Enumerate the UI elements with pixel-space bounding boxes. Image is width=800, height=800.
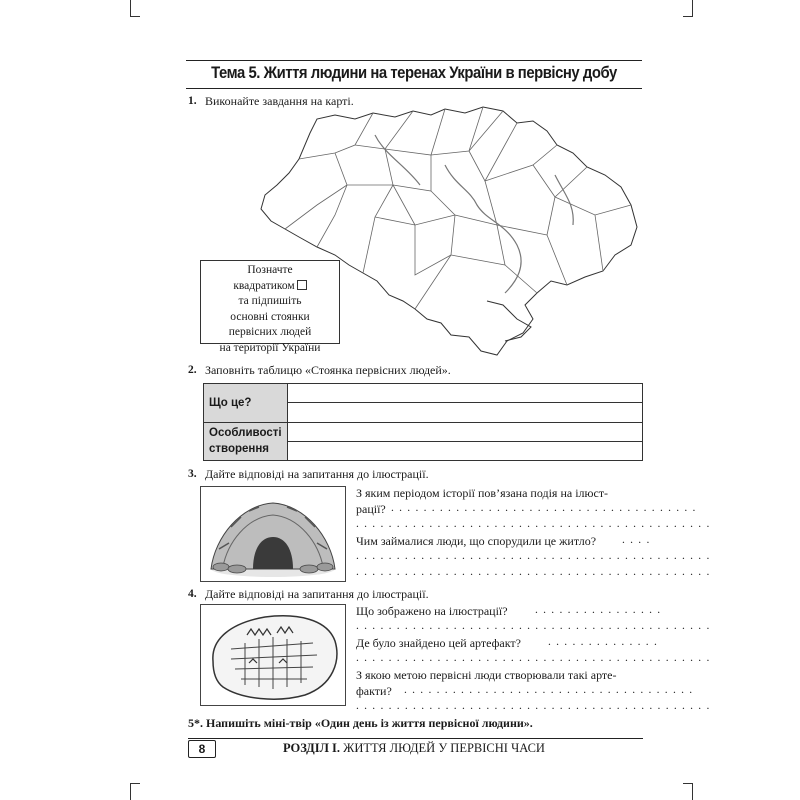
section-footer <box>283 741 545 756</box>
row-label-what: Що це? <box>204 384 288 423</box>
title-bar <box>186 60 642 89</box>
engraved-stone-image <box>201 605 345 705</box>
crop-mark <box>692 784 693 800</box>
page-title: Тема 5. Життя людини на теренах України в первісну добу <box>211 64 617 82</box>
answer-dots[interactable]: . . . . . . . . . . . . . . . . . . . . . . . . . . . . . . . . . . . . . . . . . . . . <box>356 652 711 664</box>
task1-text: Виконайте завдання на карті. <box>205 94 354 108</box>
task4-q2: Де було знайдено цей артефакт? <box>356 636 521 650</box>
answer-cell[interactable] <box>288 422 643 441</box>
answer-dots[interactable]: . . . . . . . . . . . . . . . . . . . . . . . . . . . . . . . . . . . . . . . . . . . . <box>356 550 711 562</box>
page-number: 8 <box>188 740 216 758</box>
answer-cell[interactable] <box>288 403 643 422</box>
crop-mark <box>683 783 693 784</box>
task4-q3-line2: факти? <box>356 684 392 698</box>
section-number: РОЗДІЛ I. <box>283 741 341 755</box>
task3-number: 3. <box>188 468 197 480</box>
crop-mark <box>692 0 693 16</box>
answer-dots[interactable]: . . . . . . . . . . . . . . . . <box>535 604 662 616</box>
crop-mark <box>130 783 140 784</box>
section-title: ЖИТТЯ ЛЮДЕЙ У ПЕРВІСНІ ЧАСИ <box>343 741 545 755</box>
task3-q1-line1: З яким періодом історії пов’язана подія на ілюст- <box>356 486 609 500</box>
answer-dots[interactable]: . . . . . . . . . . . . . . . . . . . . . . . . . . . . . . . . . . . . <box>404 684 694 696</box>
note-line: Позначте <box>247 264 293 276</box>
answer-dots[interactable]: . . . . <box>622 534 651 546</box>
crop-mark <box>130 0 131 16</box>
task4-text: Дайте відповіді на запитання до ілюстрації. <box>205 587 429 601</box>
task5-text: 5*. Напишіть міні-твір «Один день із життя первісної людини». <box>188 716 533 730</box>
mammoth-bone-hut-image <box>201 487 345 581</box>
answer-dots[interactable]: . . . . . . . . . . . . . . . . . . . . . . . . . . . . . . . . . . . . . . <box>391 502 697 514</box>
task2-text: Заповніть таблицю «Стоянка первісних людей». <box>205 363 451 377</box>
task3-q1-line2: рації? <box>356 502 386 516</box>
answer-dots[interactable]: . . . . . . . . . . . . . . . . . . . . . . . . . . . . . . . . . . . . . . . . . . . . <box>356 620 711 632</box>
square-icon <box>297 280 307 290</box>
note-line: основні стоянки <box>230 310 310 323</box>
map-instruction-box <box>200 260 340 354</box>
crop-mark <box>130 784 131 800</box>
task2-number: 2. <box>188 364 197 376</box>
task3-text: Дайте відповіді на запитання до ілюстрації. <box>205 467 429 481</box>
footer-divider <box>188 738 643 739</box>
answer-cell[interactable] <box>288 384 643 403</box>
task4-q1: Що зображено на ілюстрації? <box>356 604 508 618</box>
note-line: та підпишіть <box>238 295 302 307</box>
note-line: первісних людей <box>228 326 312 338</box>
answer-dots[interactable]: . . . . . . . . . . . . . . . . . . . . . . . . . . . . . . . . . . . . . . . . . . . . <box>356 700 711 712</box>
crop-mark <box>130 16 140 17</box>
task1-number: 1. <box>188 95 197 107</box>
artifact-illustration <box>200 604 346 706</box>
task4-q3-line1: З якою метою первісні люди створювали такі арте- <box>356 668 617 682</box>
camp-table <box>203 383 643 461</box>
task3-q2: Чим займалися люди, що спорудили це житло? <box>356 534 597 548</box>
answer-dots[interactable]: . . . . . . . . . . . . . . <box>548 636 659 648</box>
crop-mark <box>683 16 693 17</box>
answer-dots[interactable]: . . . . . . . . . . . . . . . . . . . . . . . . . . . . . . . . . . . . . . . . . . . . <box>356 518 711 530</box>
note-line-with-square: квадратиком <box>201 279 339 295</box>
task4-number: 4. <box>188 588 197 600</box>
dwelling-illustration <box>200 486 346 582</box>
answer-cell[interactable] <box>288 441 643 460</box>
answer-dots[interactable]: . . . . . . . . . . . . . . . . . . . . . . . . . . . . . . . . . . . . . . . . . . . . <box>356 566 711 578</box>
row-label-features: Особливості створення <box>204 422 288 461</box>
note-line: на території України <box>219 341 321 354</box>
